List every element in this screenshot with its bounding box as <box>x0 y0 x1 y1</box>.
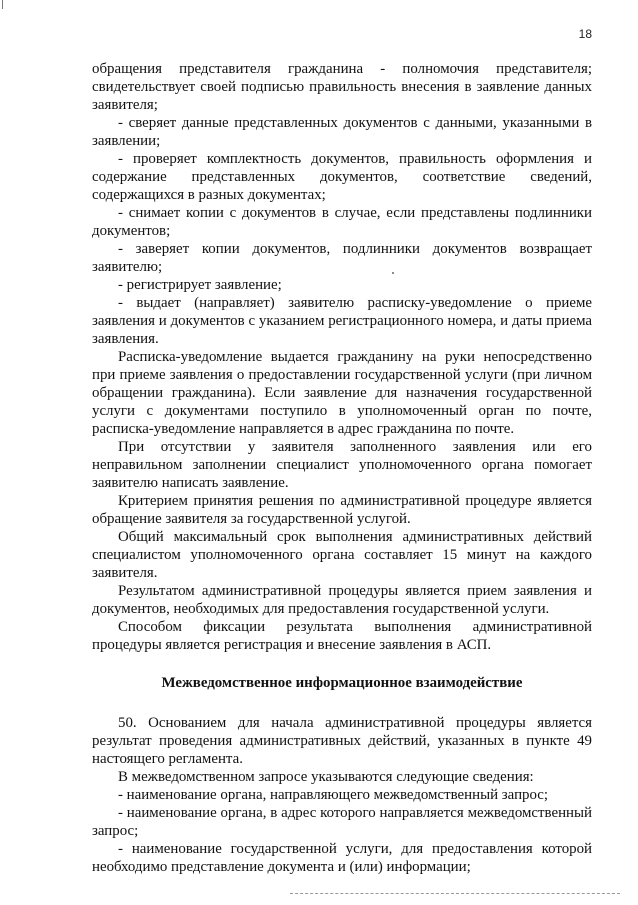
page-number: 18 <box>578 27 592 41</box>
paragraph: Общий максимальный срок выполнения административных действий специалистом уполномоченного органа составляет 15 минут на каждого заявителя. <box>92 529 592 581</box>
list-item: - снимает копии с документов в случае, если представлены подлинники документов; <box>92 205 592 239</box>
paragraph: Результатом административной процедуры является прием заявления и документов, необходимых для предоставления государственной услуги. <box>92 583 592 617</box>
scan-speck <box>392 272 394 274</box>
list-item: - сверяет данные представленных документов с данными, указанными в заявлении; <box>92 115 592 149</box>
list-item: - наименование органа, в адрес которого направляется межведомственный запрос; <box>92 805 592 839</box>
section-heading: Межведомственное информационное взаимодействие <box>161 675 523 691</box>
paragraph: Критерием принятия решения по административной процедуре является обращение заявителя за государственной услугой. <box>92 493 592 527</box>
list-item: - выдает (направляет) заявителю расписку-уведомление о приеме заявления и документов с указанием регистрационного номера, и даты приема заявления. <box>92 295 592 347</box>
paragraph: 50. Основанием для начала административной процедуры является результат проведения административных действий, указанных в пункте 49 настоящего регламента. <box>92 715 592 767</box>
list-item: - проверяет комплектность документов, правильность оформления и содержание представленных документов, соответствие сведений, содержащихся в разных документах; <box>92 151 592 203</box>
paragraph: обращения представителя гражданина - полномочия представителя; свидетельствует своей подписью правильность внесения в заявление данных заявителя; <box>92 61 592 113</box>
document-body <box>92 60 592 876</box>
list-item: - наименование органа, направляющего межведомственный запрос; <box>118 787 549 803</box>
list-item: - наименование государственной услуги, для предоставления которой необходимо представление документа и (или) информации; <box>92 841 592 875</box>
scan-corner-mark <box>2 0 3 9</box>
paragraph: При отсутствии у заявителя заполненного заявления или его неправильном заполнении специалист уполномоченного органа помогает заявителю написать заявление. <box>92 439 592 491</box>
list-item: - регистрирует заявление; <box>118 277 282 293</box>
paragraph: В межведомственном запросе указываются следующие сведения: <box>118 769 534 785</box>
paragraph: Расписка-уведомление выдается гражданину на руки непосредственно при приеме заявления о предоставлении государственной услуги (при личном обращении гражданина). Если заявление для назначения государственной услуги с документами поступило в уполномоченный орган по почте, расписка-уведомление направляется в адрес гражданина по почте. <box>92 349 592 437</box>
paragraph: Способом фиксации результата выполнения административной процедуры является регистрация и внесение заявления в АСП. <box>92 619 592 653</box>
list-item: - заверяет копии документов, подлинники документов возвращает заявителю; <box>92 241 592 275</box>
scan-edge-line <box>290 893 620 895</box>
